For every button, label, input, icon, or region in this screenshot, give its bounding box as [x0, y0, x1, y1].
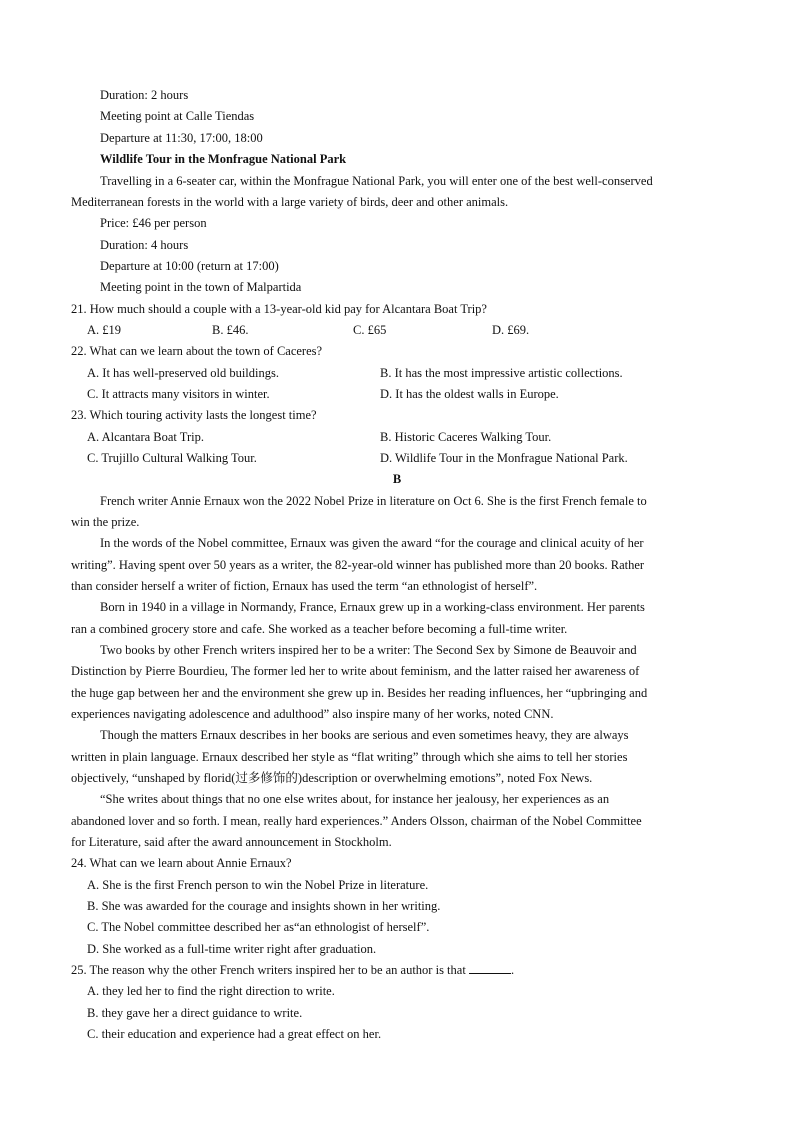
option-d: D. It has the oldest walls in Europe. [380, 387, 559, 401]
option-a: A. Alcantara Boat Trip. [87, 430, 205, 444]
option-a: A. they led her to find the right direction to write. [87, 984, 335, 998]
question-25-stem-end: . [510, 963, 515, 977]
paragraph-line: Though the matters Ernaux describes in her books are serious and even sometimes heavy, they are always [100, 728, 629, 742]
section-b-heading: B [392, 472, 402, 486]
wildlife-tour-title: Wildlife Tour in the Monfrague National Park [100, 152, 347, 166]
departure-line: Departure at 11:30, 17:00, 18:00 [100, 131, 263, 145]
question-25-stem-line [0, 960, 794, 981]
question-23-stem: 23. Which touring activity lasts the longest time? [71, 408, 317, 422]
paragraph-line: than consider herself a writer of fiction, Ernaux has used the term “an ethnologist of herself”. [71, 579, 538, 593]
option-c: C. their education and experience had a great effect on her. [87, 1027, 382, 1041]
wildlife-meeting-line: Meeting point in the town of Malpartida [100, 280, 302, 294]
paragraph-line: “She writes about things that no one else writes about, for instance her jealousy, her experiences as an [100, 792, 610, 806]
paragraph-line: writing”. Having spent over 50 years as a writer, the 82-year-old winner has published more than 20 books. Rather [71, 558, 645, 572]
paragraph-line: Distinction by Pierre Bourdieu, The former led her to write about feminism, and the latter raised her awareness of [71, 664, 640, 678]
option-b: B. £46. [212, 323, 249, 337]
option-d: D. £69. [492, 323, 530, 337]
answer-blank [469, 962, 511, 974]
wildlife-departure-line: Departure at 10:00 (return at 17:00) [100, 259, 279, 273]
question-21-stem: 21. How much should a couple with a 13-year-old kid pay for Alcantara Boat Trip? [71, 302, 487, 316]
paragraph-line: abandoned lover and so forth. I mean, really hard experiences.” Anders Olsson, chairman of the Nobel Committee [71, 814, 642, 828]
paragraph-line: written in plain language. Ernaux described her style as “flat writing” through which she aims to tell her stories [71, 750, 628, 764]
option-b: B. Historic Caceres Walking Tour. [380, 430, 552, 444]
option-d: D. Wildlife Tour in the Monfrague National Park. [380, 451, 628, 465]
paragraph-line: objectively, “unshaped by florid(过多修饰的)description or overwhelming emotions”, noted Fox News. [71, 771, 593, 785]
paragraph-line: Two books by other French writers inspired her to be a writer: The Second Sex by Simone de Beauvoir and [100, 643, 637, 657]
wildlife-desc-line: Mediterranean forests in the world with a large variety of birds, deer and other animals. [71, 195, 509, 209]
option-b: B. She was awarded for the courage and insights shown in her writing. [87, 899, 441, 913]
paragraph-line: for Literature, said after the award announcement in Stockholm. [71, 835, 392, 849]
paragraph-line: the huge gap between her and the environment she grew up in. Besides her reading influences, her “upbringing and [71, 686, 648, 700]
option-a: A. It has well-preserved old buildings. [87, 366, 279, 380]
paragraph-line: In the words of the Nobel committee, Ernaux was given the award “for the courage and clinical acuity of her [100, 536, 644, 550]
question-25-stem: 25. The reason why the other French writers inspired her to be an author is that [71, 963, 466, 977]
option-c: C. £65 [353, 323, 387, 337]
wildlife-desc-line: Travelling in a 6-seater car, within the Monfrague National Park, you will enter one of the best well-conserved [100, 174, 653, 188]
meeting-point-line: Meeting point at Calle Tiendas [100, 109, 255, 123]
option-b: B. It has the most impressive artistic collections. [380, 366, 623, 380]
option-c: C. It attracts many visitors in winter. [87, 387, 270, 401]
question-22-stem: 22. What can we learn about the town of Caceres? [71, 344, 323, 358]
question-24-stem: 24. What can we learn about Annie Ernaux? [71, 856, 292, 870]
duration-line: Duration: 2 hours [100, 88, 189, 102]
wildlife-duration-line: Duration: 4 hours [100, 238, 189, 252]
paragraph-line: ran a combined grocery store and cafe. She worked as a teacher before becoming a full-time writer. [71, 622, 568, 636]
paragraph-line: Born in 1940 in a village in Normandy, France, Ernaux grew up in a working-class environment. Her parents [100, 600, 645, 614]
option-a: A. She is the first French person to win the Nobel Prize in literature. [87, 878, 429, 892]
wildlife-price-line: Price: £46 per person [100, 216, 207, 230]
option-b: B. they gave her a direct guidance to write. [87, 1006, 303, 1020]
paragraph-line: French writer Annie Ernaux won the 2022 Nobel Prize in literature on Oct 6. She is the first French female to [100, 494, 647, 508]
paragraph-line: win the prize. [71, 515, 140, 529]
option-d: D. She worked as a full-time writer right after graduation. [87, 942, 377, 956]
paragraph-line: experiences navigating adolescence and adulthood” also inspire many of her works, noted CNN. [71, 707, 554, 721]
option-a: A. £19 [87, 323, 122, 337]
option-c: C. The Nobel committee described her as“an ethnologist of herself”. [87, 920, 430, 934]
option-c: C. Trujillo Cultural Walking Tour. [87, 451, 257, 465]
